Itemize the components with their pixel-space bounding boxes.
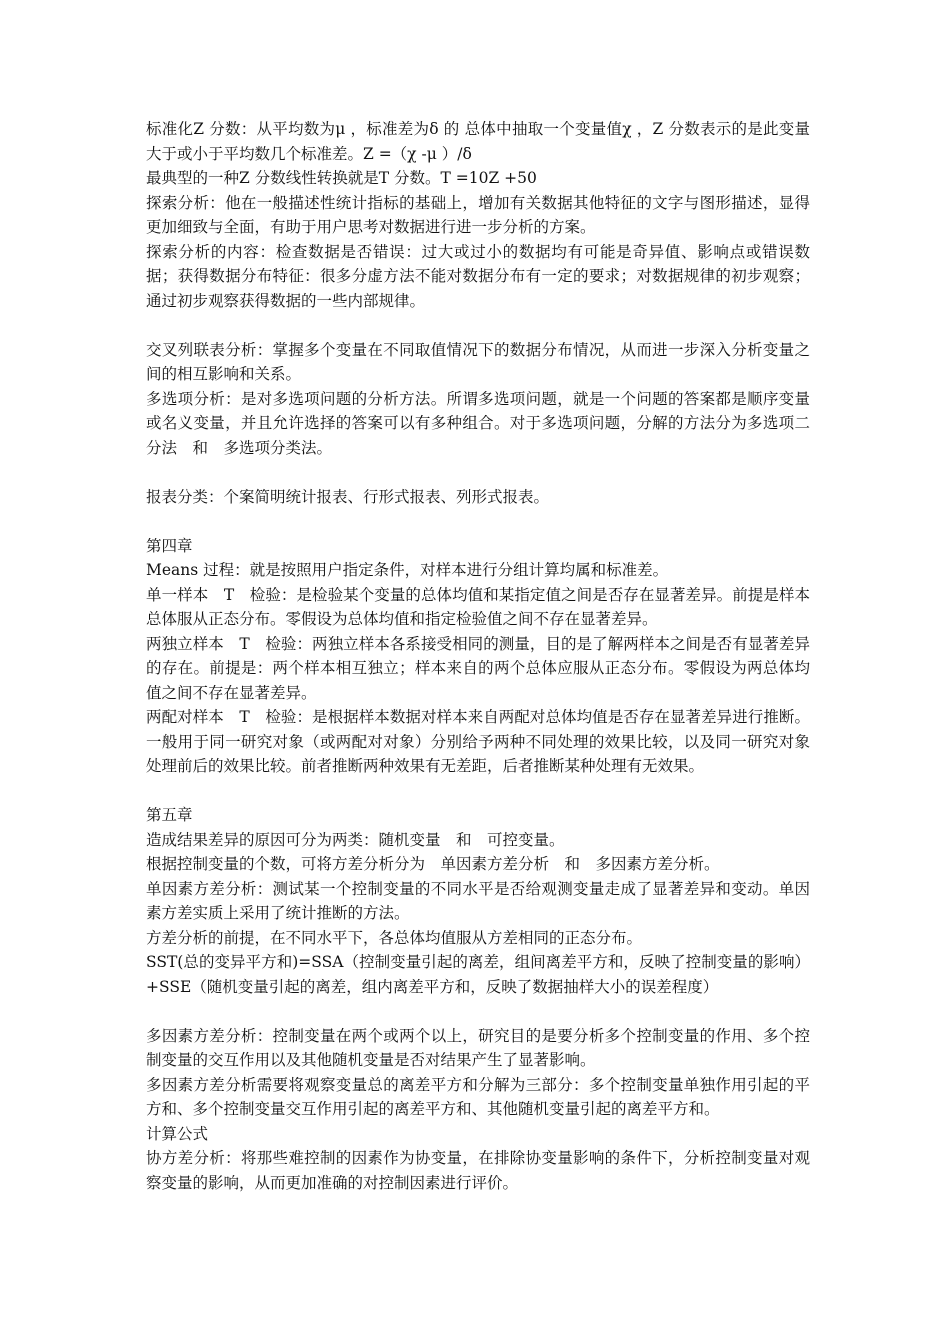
paragraph: 根据控制变量的个数，可将方差分析分为 单因素方差分析 和 多因素方差分析。 [146,855,720,873]
paragraph: 方差分析的前提，在不同水平下，各总体均值服从方差相同的正态分布。 [146,928,643,947]
paragraph: 探索分析的内容：检查数据是否错误：过大或过小的数据均有可能是奇异值、影响点或错误数据；获得数据分布特征：很多分虚方法不能对数据分布有一定的要求；对数据规律的初步观察；通过初步观察获得数据的一些内部规律。 [146,242,810,310]
paragraph: Means 过程：就是按照用户指定条件，对样本进行分组计算均属和标准差。 [146,561,669,579]
paragraph: 单一样本 T 检验：是检验某个变量的总体均值和某指定值之间是否存在显著差异。前提是样本总体服从正态分布。零假设为总体均值和指定检验值之间不存在显著差异。 [146,585,810,628]
paragraph: 交叉列联表分析：掌握多个变量在不同取值情况下的数据分布情况，从而进一步深入分析变量之间的相互影响和关系。 [146,340,810,383]
paragraph: 两配对样本 T 检验：是根据样本数据对样本来自两配对总体均值是否存在显著差异进行推断。一般用于同一研究对象（或两配对对象）分别给予两种不同处理的效果比较，以及同一研究对象处理前后的效果比较。前者推断两种效果有无差距，后者推断某种处理有无效果。 [146,708,810,775]
paragraph: 多因素方差分析需要将观察变量总的离差平方和分解为三部分：多个控制变量单独作用引起的平方和、多个控制变量交互作用引起的离差平方和、其他随机变量引起的离差平方和。 [146,1075,810,1118]
paragraph: 多因素方差分析：控制变量在两个或两个以上，研究目的是要分析多个控制变量的作用、多个控制变量的交互作用以及其他随机变量是否对结果产生了显著影响。 [146,1026,810,1069]
paragraph: 报表分类：个案简明统计报表、行形式报表、列形式报表。 [146,487,550,506]
paragraph: 协方差分析：将那些难控制的因素作为协变量，在排除协变量影响的条件下，分析控制变量对观察变量的影响，从而更加准确的对控制因素进行评价。 [146,1149,810,1192]
paragraph-gap [146,779,810,804]
paragraph: 最典型的一种Z 分数线性转换就是T 分数。T =10Z +50 [146,169,537,187]
paragraph: 造成结果差异的原因可分为两类：随机变量 和 可控变量。 [146,830,565,849]
paragraph: 多选项分析：是对多选项问题的分析方法。所谓多选项问题，就是一个问题的答案都是顺序变量或名义变量，并且允许选择的答案可以有多种组合。对于多选项问题，分解的方法分为多选项二分法 和 多选项分类法。 [146,389,810,457]
paragraph: 标准化Z 分数：从平均数为μ ，标准差为δ 的 总体中抽取一个变量值χ ，Z 分数表示的是此变量大于或小于平均数几个标准差。Z =（χ -μ ）/δ [146,120,810,163]
paragraph: 第五章 [146,806,193,824]
paragraph: 计算公式 [146,1124,209,1143]
paragraph-gap [146,460,810,485]
paragraph: 探索分析：他在一般描述性统计指标的基础上，增加有关数据其他特征的文字与图形描述，显得更加细致与全面，有助于用户思考对数据进行进一步分析的方案。 [146,193,810,236]
paragraph: SST(总的变异平方和)=SSA（控制变量引起的离差，组间离差平方和，反映了控制变量的影响）+SSE（随机变量引起的离差，组内离差平方和，反映了数据抽样大小的误差程度） [146,953,810,996]
paragraph: 单因素方差分析：测试某一个控制变量的不同水平是否给观测变量走成了显著差异和变动。单因素方差实质上采用了统计推断的方法。 [146,879,810,922]
paragraph: 第四章 [146,536,193,555]
paragraph-gap [146,999,810,1024]
paragraph: 两独立样本 T 检验：两独立样本各系接受相同的测量，目的是了解两样本之间是否有显著差异的存在。前提是：两个样本相互独立；样本来自的两个总体应服从正态分布。零假设为两总体均值之间不存在显著差异。 [146,634,810,702]
paragraph-gap [146,313,810,338]
paragraph-gap [146,509,810,534]
document-body [146,117,810,1195]
